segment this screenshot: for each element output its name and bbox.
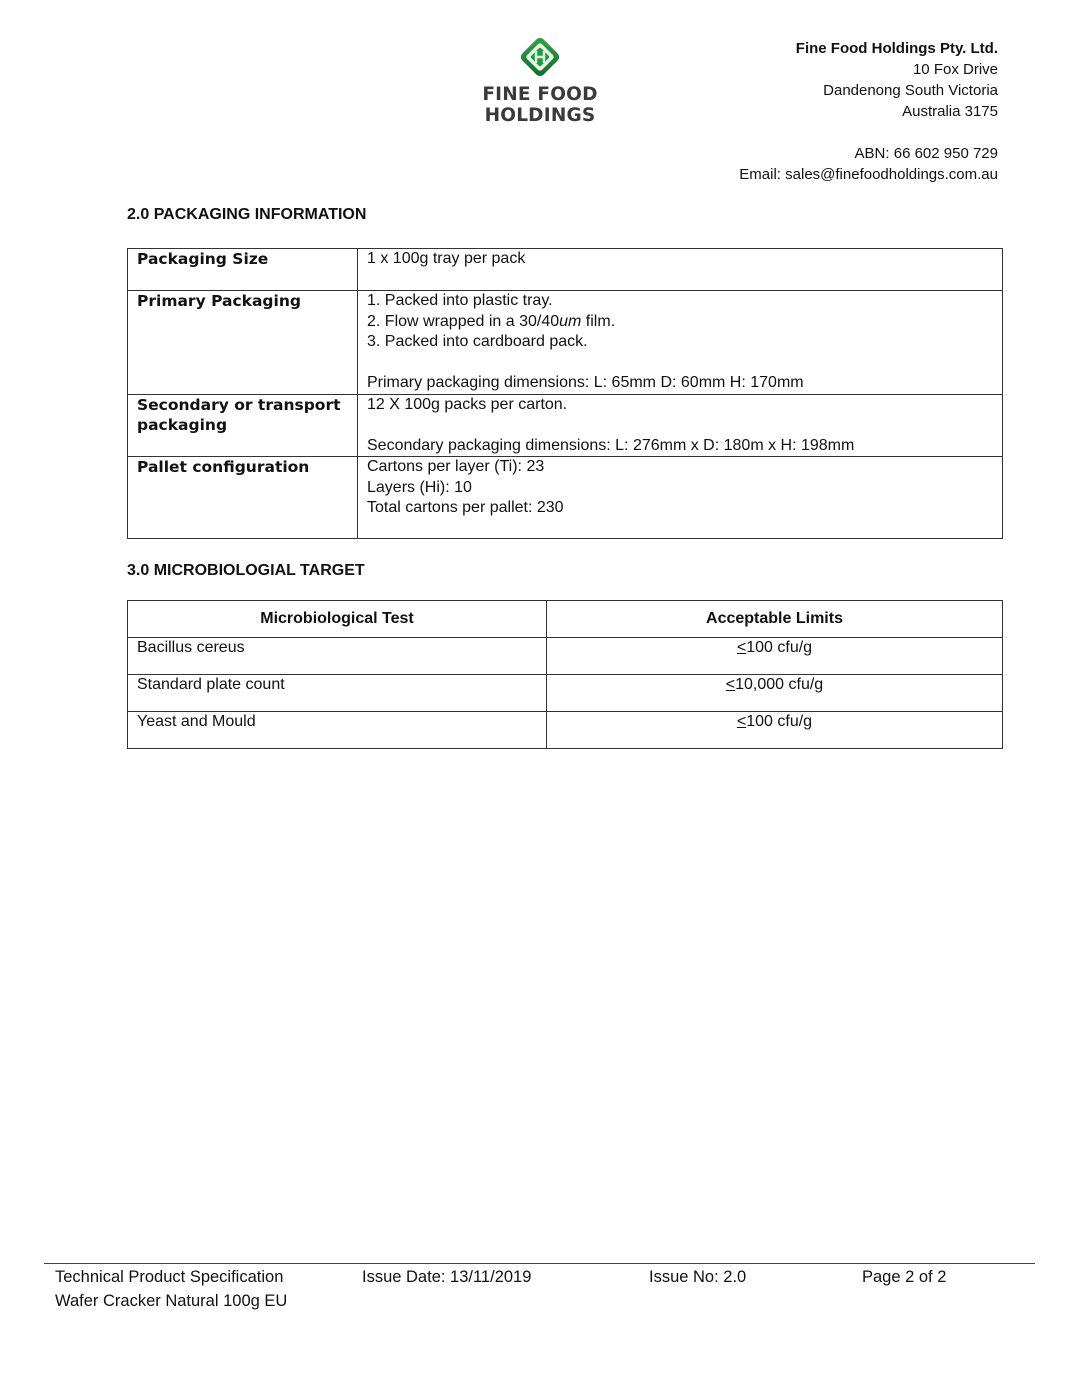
company-logo <box>428 32 652 126</box>
micro-section-title: 3.0 MICROBIOLOGIAL TARGET <box>127 562 365 579</box>
limit-value: <100 cfu/g <box>547 638 1003 675</box>
footer-product: Wafer Cracker Natural 100g EU <box>55 1292 288 1310</box>
test-name: Yeast and Mould <box>128 712 547 749</box>
test-name: Bacillus cereus <box>128 638 547 675</box>
table-row <box>128 638 1003 675</box>
footer-doc-info <box>55 1265 287 1313</box>
table-row <box>128 457 1003 539</box>
address-line-1: 10 Fox Drive <box>912 61 998 78</box>
table-row <box>128 291 1003 395</box>
row-label: Pallet configuration <box>128 457 358 539</box>
company-address-block <box>739 38 998 185</box>
footer-issue-no: Issue No: 2.0 <box>649 1268 747 1286</box>
footer-divider <box>44 1263 1035 1264</box>
row-label: Packaging Size <box>128 249 358 291</box>
test-name: Standard plate count <box>128 675 547 712</box>
footer-page-number: Page 2 of 2 <box>862 1268 947 1286</box>
company-name: Fine Food Holdings Pty. Ltd. <box>795 40 998 57</box>
packaging-section-title: 2.0 PACKAGING INFORMATION <box>127 206 367 223</box>
table-row <box>128 675 1003 712</box>
row-value: Cartons per layer (Ti): 23 Layers (Hi): 10 Total cartons per pallet: 230 <box>358 457 1003 539</box>
table-row <box>128 712 1003 749</box>
row-label: Secondary or transport packaging <box>128 394 358 457</box>
row-value: 12 X 100g packs per carton. Secondary packaging dimensions: L: 276mm x D: 180m x H: 198mm <box>358 394 1003 457</box>
packaging-table <box>127 248 1003 539</box>
ffh-diamond-logo-icon <box>515 32 565 82</box>
table-row <box>128 394 1003 457</box>
logo-wordmark: FINE FOOD HOLDINGS <box>482 84 598 126</box>
row-label: Primary Packaging <box>128 291 358 395</box>
address-line-2: Dandenong South Victoria <box>823 82 998 99</box>
footer-doc-type: Technical Product Specification <box>55 1268 284 1286</box>
table-row <box>128 249 1003 291</box>
limit-value: <10,000 cfu/g <box>547 675 1003 712</box>
abn: ABN: 66 602 950 729 <box>854 145 998 162</box>
address-line-3: Australia 3175 <box>902 103 998 120</box>
row-value: 1 x 100g tray per pack <box>358 249 1003 291</box>
limit-value: <100 cfu/g <box>547 712 1003 749</box>
column-header-limits: Acceptable Limits <box>547 601 1003 638</box>
table-header-row <box>128 601 1003 638</box>
footer-issue-date: Issue Date: 13/11/2019 <box>362 1268 532 1286</box>
column-header-test: Microbiological Test <box>128 601 547 638</box>
microbiological-table <box>127 600 1003 749</box>
email: Email: sales@finefoodholdings.com.au <box>739 166 998 183</box>
row-value: 1. Packed into plastic tray. 2. Flow wrapped in a 30/40um film. 3. Packed into cardboard pack. Primary packaging dimensions: L: 65mm D: 60mm H: 170mm <box>358 291 1003 395</box>
